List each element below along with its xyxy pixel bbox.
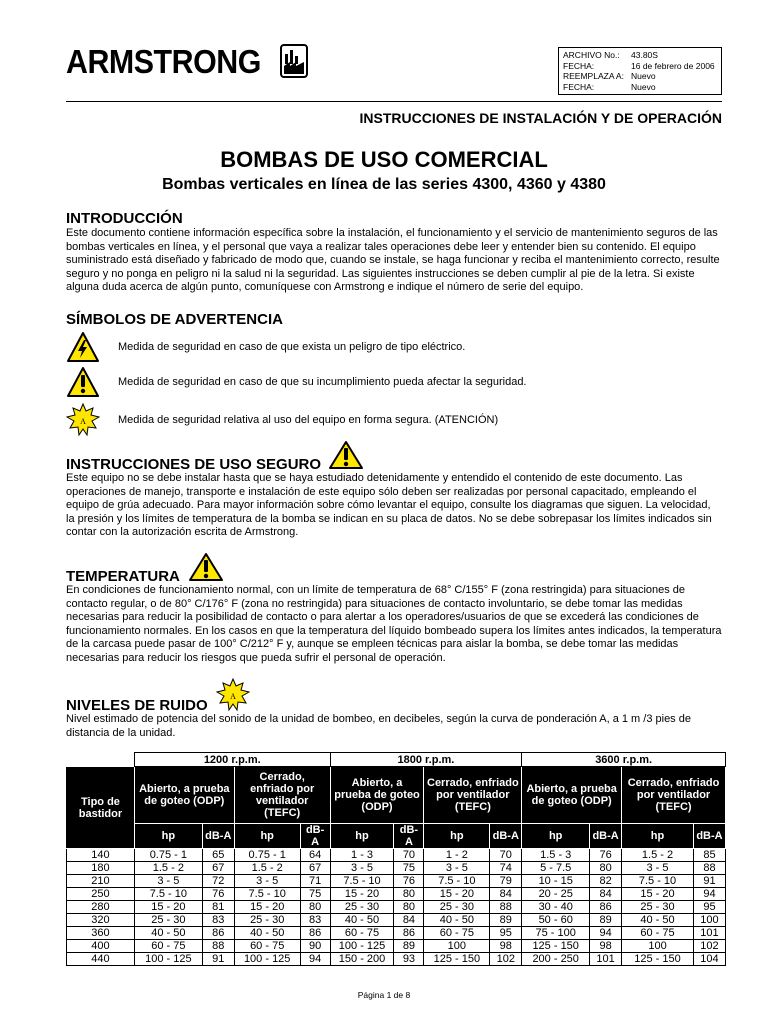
dba-cell: 80 [394, 901, 424, 914]
dba-cell: 83 [300, 914, 330, 927]
dba-cell: 70 [490, 849, 522, 862]
dba-cell: 80 [300, 901, 330, 914]
unit-header-dba: dB-A [590, 824, 622, 849]
hp-cell: 25 - 30 [330, 901, 394, 914]
doc-info-row [563, 50, 717, 61]
page-number: Página 1 de 8 [357, 990, 411, 1000]
hp-cell: 3 - 5 [134, 875, 202, 888]
doc-info-value: Nuevo [631, 81, 656, 92]
frame-cell: 180 [67, 862, 135, 875]
safe-use-heading: INSTRUCCIONES DE USO SEGURO [66, 456, 322, 473]
unit-header-dba: dB-A [202, 824, 234, 849]
hp-cell: 3 - 5 [234, 875, 300, 888]
dba-cell: 86 [202, 927, 234, 940]
dba-cell: 70 [394, 849, 424, 862]
hp-cell: 7.5 - 10 [134, 888, 202, 901]
dba-cell: 84 [490, 888, 522, 901]
dba-cell: 72 [202, 875, 234, 888]
factory-logo-icon [280, 44, 308, 78]
dba-cell: 80 [590, 862, 622, 875]
hp-cell: 75 - 100 [522, 927, 590, 940]
hp-cell: 7.5 - 10 [330, 875, 394, 888]
logo-text: ARMSTRONG [66, 42, 261, 80]
intro-text: Este documento contiene información específica sobre la instalación, el funcionamiento y el servicio de mantenimiento seguros de las bombas verticales en línea, y el personal que vaya a realizar tales operaciones debe leer y entender bien su contenido. El equipo suministrado está diseñado y fabricado de modo que, cuando se instale, se haga funcionar y reciba el mantenimiento correcto, resulte seguro y no ponga en peligro ni la salud ni la seguridad. Las siguientes instrucciones se deben cumplir al pie de la letra. Si existe alguna duda acerca de algún punto, comuníquese con Armstrong e indique el número de serie del equipo. [66, 227, 720, 294]
symbol-item [66, 331, 722, 363]
hp-cell: 15 - 20 [424, 888, 490, 901]
hp-cell: 100 - 125 [134, 953, 202, 966]
dba-cell: 100 [693, 914, 725, 927]
dba-cell: 80 [394, 888, 424, 901]
dba-cell: 64 [300, 849, 330, 862]
hp-cell: 25 - 30 [622, 901, 694, 914]
warning-icon [328, 440, 364, 470]
dba-cell: 86 [300, 927, 330, 940]
page-title: BOMBAS DE USO COMERCIAL [220, 147, 548, 172]
noise-levels-table [66, 752, 726, 966]
hp-cell: 60 - 75 [330, 927, 394, 940]
dba-cell: 93 [394, 953, 424, 966]
dba-cell: 101 [693, 927, 725, 940]
enclosure-header: Abierto, a prueba de goteo (ODP) [522, 767, 622, 824]
unit-header-hp: hp [234, 824, 300, 849]
unit-header-dba: dB-A [490, 824, 522, 849]
warning-icon [188, 552, 224, 582]
unit-header-hp: hp [522, 824, 590, 849]
rpm-header: 1200 r.p.m. [134, 753, 330, 767]
unit-header-dba: dB-A [300, 824, 330, 849]
unit-header-hp: hp [622, 824, 694, 849]
hp-cell: 0.75 - 1 [234, 849, 300, 862]
armstrong-logo [66, 44, 308, 78]
rpm-header: 3600 r.p.m. [522, 753, 726, 767]
unit-header-dba: dB-A [693, 824, 725, 849]
frame-header: Tipo de bastidor [67, 767, 135, 849]
hp-cell: 20 - 25 [522, 888, 590, 901]
doc-info-row [563, 61, 717, 72]
dba-cell: 95 [693, 901, 725, 914]
dba-cell: 67 [202, 862, 234, 875]
dba-cell: 102 [490, 953, 522, 966]
dba-cell: 95 [490, 927, 522, 940]
frame-cell: 210 [67, 875, 135, 888]
doc-info-label: FECHA: [563, 60, 595, 71]
symbol-description: Medida de seguridad en caso de que su incumplimiento pueda afectar la seguridad. [118, 376, 527, 388]
hp-cell: 10 - 15 [522, 875, 590, 888]
hp-cell: 25 - 30 [234, 914, 300, 927]
dba-cell: 65 [202, 849, 234, 862]
dba-cell: 104 [693, 953, 725, 966]
hp-cell: 1.5 - 2 [622, 849, 694, 862]
hp-cell: 40 - 50 [134, 927, 202, 940]
hp-cell: 40 - 50 [622, 914, 694, 927]
doc-info-label: FECHA: [563, 81, 595, 92]
enclosure-header: Cerrado, enfriado por ventilador (TEFC) [424, 767, 522, 824]
hp-cell: 60 - 75 [622, 927, 694, 940]
symbol-item [66, 366, 722, 398]
symbol-description: Medida de seguridad en caso de que exista un peligro de tipo eléctrico. [118, 341, 466, 353]
hp-cell: 7.5 - 10 [424, 875, 490, 888]
table-row [67, 849, 726, 862]
table-row [67, 940, 726, 953]
dba-cell: 71 [300, 875, 330, 888]
hp-cell: 100 - 125 [234, 953, 300, 966]
dba-cell: 84 [394, 914, 424, 927]
dba-cell: 98 [590, 940, 622, 953]
hp-cell: 60 - 75 [424, 927, 490, 940]
dba-cell: 98 [490, 940, 522, 953]
temperature-text: En condiciones de funcionamiento normal, con un límite de temperatura de 68° C/155° F (zona restringida) para situaciones de contacto regular, o de 80° C/176° F (zona no restringida) para situaciones de contacto involuntario, se debe tomar las medidas necesarias para reducir la posibilidad de contacto o para alertar a los operadores/usuarios de que se excederá las condiciones de funcionamiento normales. En los casos en que la temperatura del líquido bombeado supera los límites antes indicados, la temperatura de la carcasa puede pasar de 100° C/212° F y, aunque se empleen técnicas para aislar la bomba, se debe tomar las medidas necesarias para reducir los riesgos que pueda sufrir el personal de operación. [66, 584, 722, 664]
dba-cell: 88 [490, 901, 522, 914]
dba-cell: 76 [590, 849, 622, 862]
unit-header-hp: hp [330, 824, 394, 849]
document-info-box [558, 47, 722, 95]
hp-cell: 200 - 250 [522, 953, 590, 966]
attention-star-icon [66, 403, 100, 437]
table-row [67, 927, 726, 940]
doc-info-label: ARCHIVO No.: [563, 50, 620, 60]
dba-cell: 88 [202, 940, 234, 953]
hp-cell: 15 - 20 [330, 888, 394, 901]
hp-cell: 40 - 50 [330, 914, 394, 927]
dba-cell: 76 [202, 888, 234, 901]
header-divider [66, 101, 722, 102]
hp-cell: 5 - 7.5 [522, 862, 590, 875]
enclosure-header: Cerrado, enfriado por ventilador (TEFC) [234, 767, 330, 824]
hp-cell: 1.5 - 2 [234, 862, 300, 875]
dba-cell: 89 [590, 914, 622, 927]
table-row [67, 953, 726, 966]
doc-info-row [563, 71, 717, 82]
dba-cell: 81 [202, 901, 234, 914]
page-subtitle: Bombas verticales en línea de las series 4300, 4360 y 4380 [162, 176, 606, 193]
dba-cell: 102 [693, 940, 725, 953]
hp-cell: 125 - 150 [522, 940, 590, 953]
hp-cell: 3 - 5 [424, 862, 490, 875]
dba-cell: 90 [300, 940, 330, 953]
hp-cell: 50 - 60 [522, 914, 590, 927]
dba-cell: 86 [394, 927, 424, 940]
hp-cell: 1 - 2 [424, 849, 490, 862]
hp-cell: 30 - 40 [522, 901, 590, 914]
hp-cell: 15 - 20 [134, 901, 202, 914]
temperature-heading: TEMPERATURA [66, 568, 180, 585]
dba-cell: 91 [202, 953, 234, 966]
doc-info-value: 43.80S [631, 50, 658, 60]
dba-cell: 75 [394, 862, 424, 875]
dba-cell: 67 [300, 862, 330, 875]
enclosure-header: Abierto, a prueba de goteo (ODP) [134, 767, 234, 824]
hp-cell: 7.5 - 10 [622, 875, 694, 888]
frame-cell: 400 [67, 940, 135, 953]
doc-info-row [563, 82, 717, 93]
dba-cell: 74 [490, 862, 522, 875]
noise-text: Nivel estimado de potencia del sonido de la unidad de bombeo, en decibeles, según la curva de ponderación A, a 1 m /3 pies de distancia de la unidad. [66, 713, 691, 739]
hp-cell: 100 [424, 940, 490, 953]
dba-cell: 89 [394, 940, 424, 953]
attention-star-icon [216, 678, 250, 712]
hp-cell: 125 - 150 [622, 953, 694, 966]
intro-heading: INTRODUCCIÓN [66, 210, 183, 227]
frame-cell: 320 [67, 914, 135, 927]
symbol-description: Medida de seguridad relativa al uso del equipo en forma segura. (ATENCIÓN) [118, 414, 499, 426]
dba-cell: 85 [693, 849, 725, 862]
document-subtitle: INSTRUCCIONES DE INSTALACIÓN Y DE OPERACIÓN [359, 110, 722, 126]
dba-cell: 84 [590, 888, 622, 901]
warning-icon [66, 366, 100, 398]
hp-cell: 1.5 - 3 [522, 849, 590, 862]
unit-header-hp: hp [424, 824, 490, 849]
hp-cell: 15 - 20 [622, 888, 694, 901]
doc-info-label: REEMPLAZA A: [563, 71, 624, 81]
hp-cell: 0.75 - 1 [134, 849, 202, 862]
svg-text:A: A [80, 417, 86, 426]
hp-cell: 25 - 30 [424, 901, 490, 914]
doc-info-value: 16 de febrero de 2006 [631, 60, 715, 71]
electric-hazard-icon [66, 331, 100, 363]
dba-cell: 75 [300, 888, 330, 901]
doc-info-value: Nuevo [631, 71, 656, 81]
symbol-item [66, 403, 722, 437]
enclosure-header: Abierto, a prueba de goteo (ODP) [330, 767, 424, 824]
symbols-heading: SÍMBOLOS DE ADVERTENCIA [66, 311, 283, 328]
dba-cell: 83 [202, 914, 234, 927]
safe-use-text: Este equipo no se debe instalar hasta que se haya estudiado detenidamente y entendido el contenido de este documento. Las operaciones de manejo, transporte e instalación de este equipo sólo deben ser realizadas por personal capacitado, empleando el equipo de grúa adecuado. Para mayor información sobre cómo levantar el equipo, consulte los diagramas que siguen. La velocidad, la presión y los límites de temperatura de la bomba se indican en su placa de datos. No se debe sobrepasar los límites indicados sin contar con la autorización escrita de Armstrong. [66, 472, 712, 539]
hp-cell: 40 - 50 [234, 927, 300, 940]
frame-cell: 250 [67, 888, 135, 901]
frame-cell: 280 [67, 901, 135, 914]
table-row [67, 901, 726, 914]
enclosure-header: Cerrado, enfriado por ventilador (TEFC) [622, 767, 726, 824]
hp-cell: 100 [622, 940, 694, 953]
hp-cell: 1 - 3 [330, 849, 394, 862]
table-row [67, 862, 726, 875]
hp-cell: 1.5 - 2 [134, 862, 202, 875]
dba-cell: 94 [590, 927, 622, 940]
dba-cell: 82 [590, 875, 622, 888]
unit-header-hp: hp [134, 824, 202, 849]
hp-cell: 125 - 150 [424, 953, 490, 966]
table-row [67, 875, 726, 888]
rpm-header: 1800 r.p.m. [330, 753, 522, 767]
dba-cell: 101 [590, 953, 622, 966]
frame-cell: 140 [67, 849, 135, 862]
dba-cell: 91 [693, 875, 725, 888]
hp-cell: 60 - 75 [234, 940, 300, 953]
noise-heading: NIVELES DE RUIDO [66, 697, 208, 714]
table-corner [67, 753, 135, 767]
hp-cell: 100 - 125 [330, 940, 394, 953]
hp-cell: 3 - 5 [622, 862, 694, 875]
table-row [67, 888, 726, 901]
hp-cell: 150 - 200 [330, 953, 394, 966]
dba-cell: 88 [693, 862, 725, 875]
unit-header-dba: dB-A [394, 824, 424, 849]
frame-cell: 360 [67, 927, 135, 940]
hp-cell: 40 - 50 [424, 914, 490, 927]
hp-cell: 60 - 75 [134, 940, 202, 953]
hp-cell: 25 - 30 [134, 914, 202, 927]
dba-cell: 86 [590, 901, 622, 914]
svg-text:A: A [230, 692, 236, 701]
hp-cell: 15 - 20 [234, 901, 300, 914]
frame-cell: 440 [67, 953, 135, 966]
table-row [67, 914, 726, 927]
hp-cell: 3 - 5 [330, 862, 394, 875]
dba-cell: 89 [490, 914, 522, 927]
hp-cell: 7.5 - 10 [234, 888, 300, 901]
dba-cell: 79 [490, 875, 522, 888]
dba-cell: 76 [394, 875, 424, 888]
dba-cell: 94 [300, 953, 330, 966]
dba-cell: 94 [693, 888, 725, 901]
